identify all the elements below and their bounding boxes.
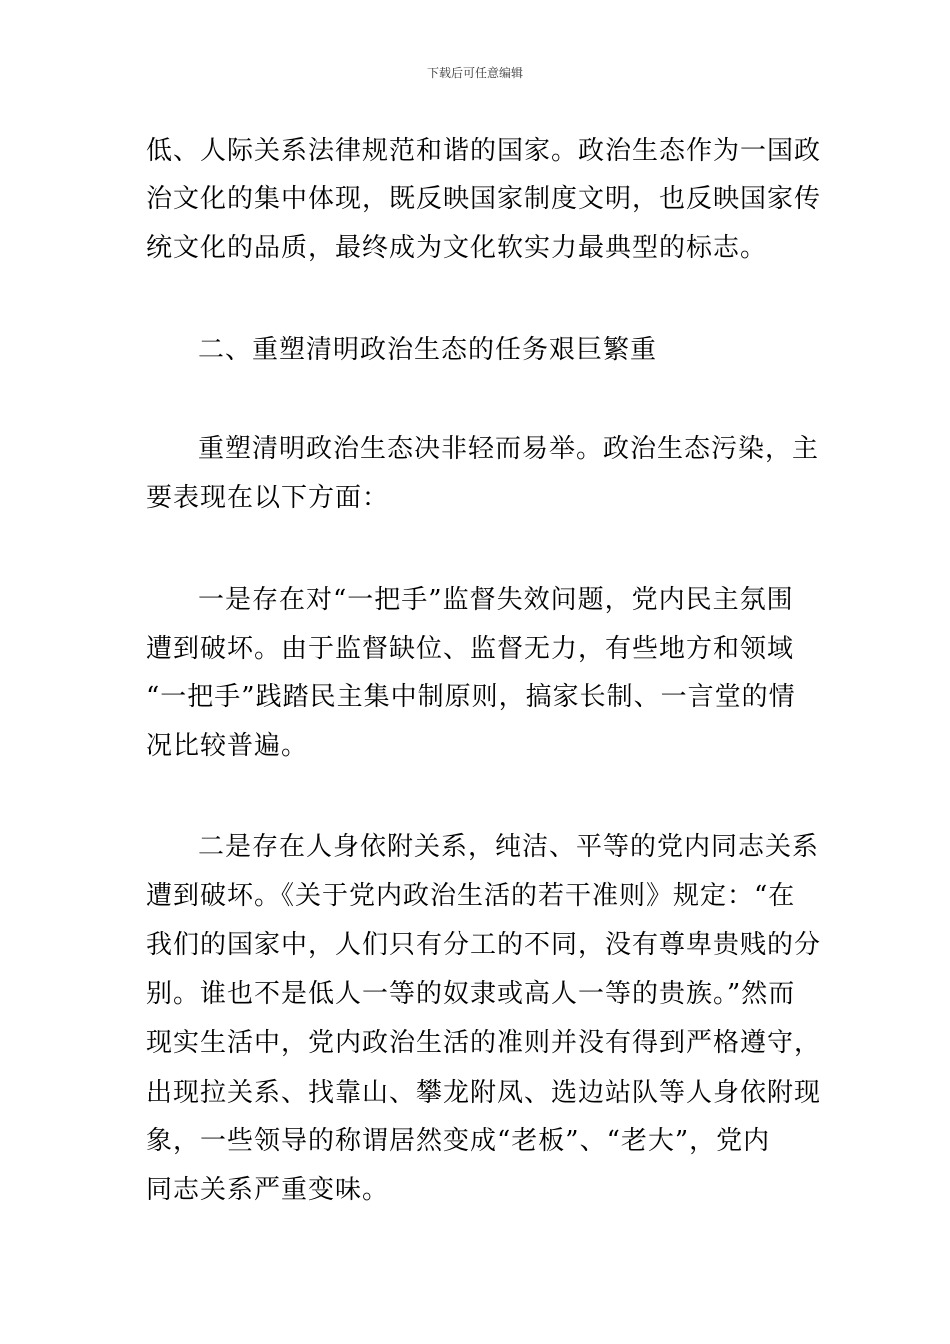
paragraph-line: 统文化的品质，最终成为文化软实力最典型的标志。 [146, 233, 768, 263]
paragraph-line: 况比较普遍。 [146, 731, 309, 761]
paragraph-line: 遭到破坏。由于监督缺位、监督无力，有些地方和领域 [146, 634, 795, 664]
paragraph-line: 我们的国家中，人们只有分工的不同，没有尊卑贵贱的分 [146, 930, 822, 960]
paragraph-line: 要表现在以下方面： [146, 483, 390, 513]
section-heading: 二、重塑清明政治生态的任务艰巨繁重 [198, 335, 658, 365]
paragraph-line: 现实生活中，党内政治生活的准则并没有得到严格遵守， [146, 1028, 822, 1058]
paragraph-line: 低、人际关系法律规范和谐的国家。政治生态作为一国政 [146, 136, 822, 166]
paragraph-line: 别。谁也不是低人一等的奴隶或高人一等的贵族。”然而 [146, 979, 796, 1009]
paragraph-line: 遭到破坏。《关于党内政治生活的若干准则》规定：“在 [146, 881, 796, 911]
paragraph-line: 二是存在人身依附关系，纯洁、平等的党内同志关系 [198, 832, 820, 862]
paragraph-line: 一是存在对“一把手”监督失效问题，党内民主氛围 [198, 585, 794, 615]
paragraph-line: 治文化的集中体现，既反映国家制度文明，也反映国家传 [146, 184, 822, 214]
paragraph-line: 出现拉关系、找靠山、攀龙附凤、选边站队等人身依附现 [146, 1078, 822, 1108]
paragraph-line: 象，一些领导的称谓居然变成“老板”、“老大”，党内 [146, 1126, 771, 1156]
page-header: 下载后可任意编辑 [426, 66, 523, 80]
paragraph-line: 重塑清明政治生态决非轻而易举。政治生态污染，主 [198, 434, 820, 464]
paragraph-line: 同志关系严重变味。 [146, 1175, 390, 1205]
paragraph-line: “一把手”践踏民主集中制原则，搞家长制、一言堂的情 [146, 682, 796, 712]
